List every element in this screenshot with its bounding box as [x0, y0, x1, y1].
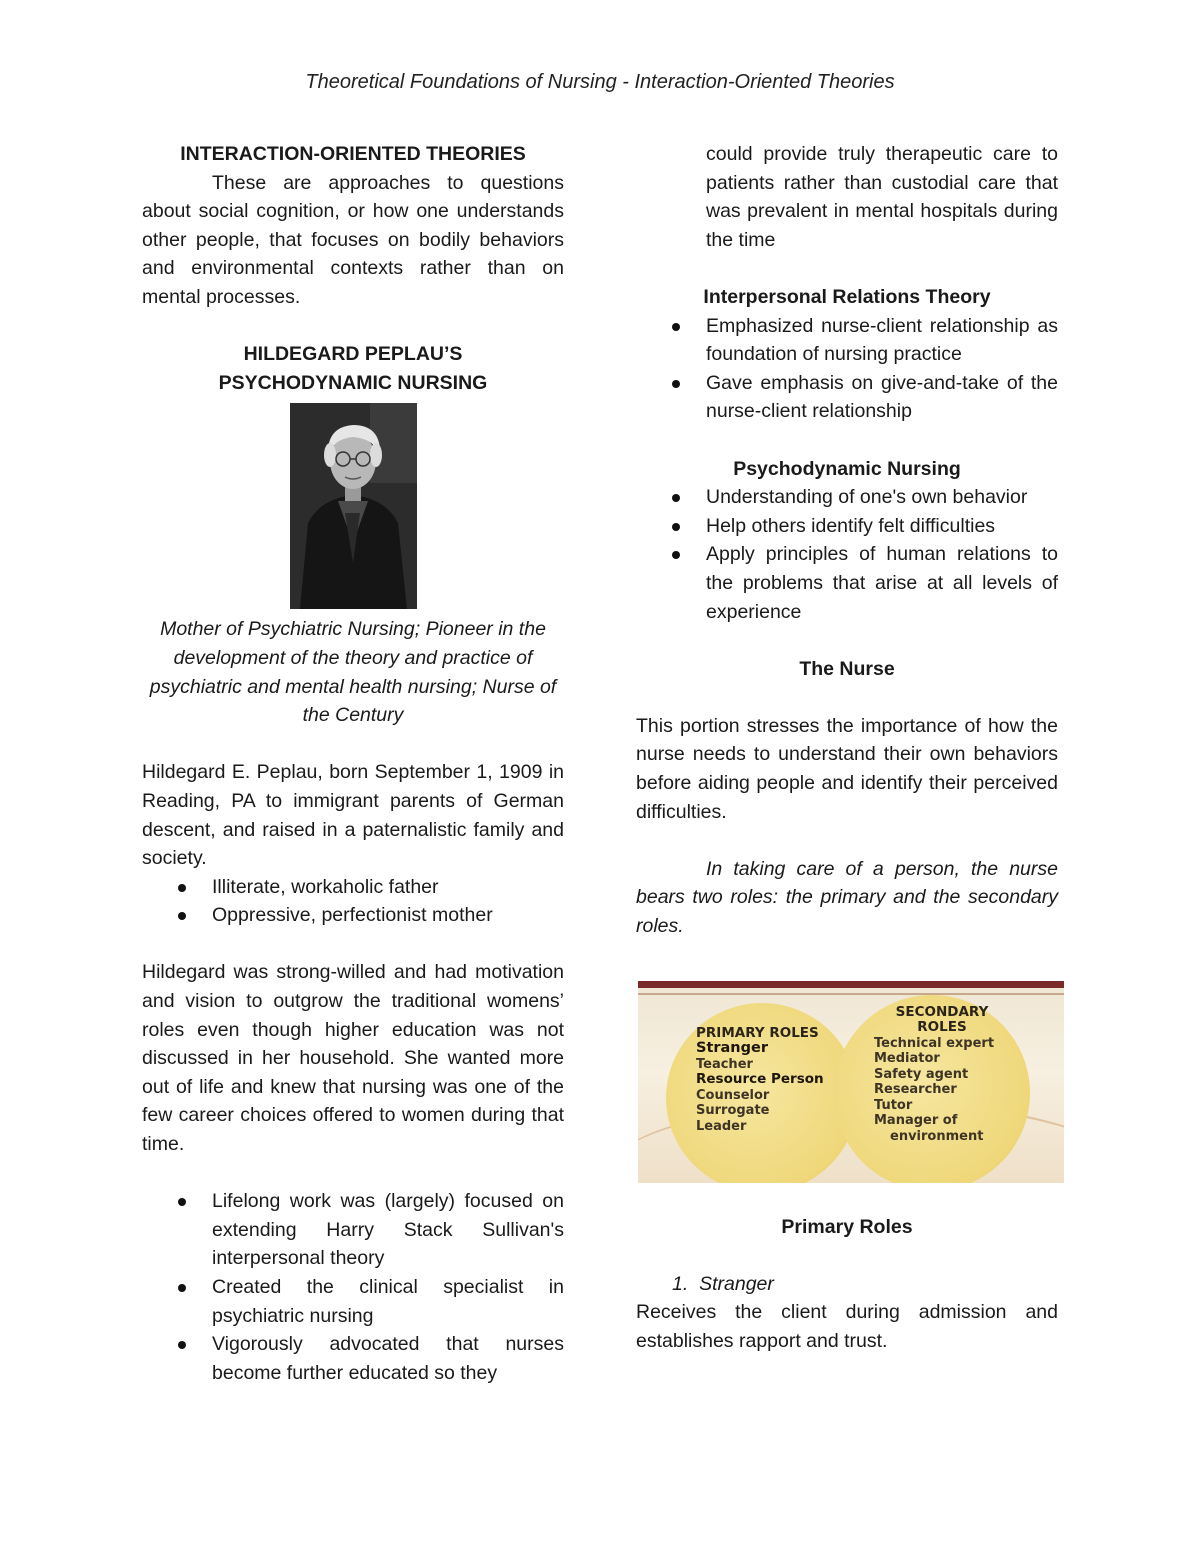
parents-list [142, 873, 564, 930]
primary-role-item: Resource Person [696, 1071, 824, 1088]
primary-roles-text [696, 1026, 824, 1135]
role-1-description: Receives the client during admission and establishes rapport and trust. [636, 1301, 1058, 1352]
list-item: Created the clinical specialist in psychiatric nursing [142, 1273, 564, 1330]
secondary-roles-heading-2: ROLES [917, 1019, 967, 1036]
portrait-caption: Mother of Psychiatric Nursing; Pioneer in the development of the theory and practice of psychiatric and mental health nursing; Nurse of the Century [149, 618, 557, 727]
image-top-bar [638, 981, 1064, 988]
motivation-paragraph: Hildegard was strong-willed and had motivation and vision to outgrow the traditional womens’ roles even though higher education was not discussed in her household. She wanted more out of life and knew that nursing was one of the few career choices offered to women during that time. [142, 961, 564, 1156]
primary-role-item: Leader [696, 1118, 747, 1134]
list-item: Lifelong work was (largely) focused on extending Harry Stack Sullivan's interpersonal theory [142, 1187, 564, 1273]
section-heading: INTERACTION-ORIENTED THEORIES [180, 143, 526, 165]
image-top-line [638, 993, 1064, 995]
works-list [142, 1187, 564, 1387]
secondary-role-item: Safety agent [874, 1066, 969, 1082]
interpersonal-title: Interpersonal Relations Theory [703, 285, 991, 308]
primary-roles-heading: PRIMARY ROLES [696, 1024, 819, 1041]
secondary-role-item: Mediator [874, 1051, 940, 1067]
list-item: Apply principles of human relations to the problems that arise at all levels of experience [636, 540, 1058, 626]
primary-roles-title: Primary Roles [781, 1215, 913, 1238]
continuation-text: could provide truly therapeutic care to patients rather than custodial care that was prevalent in mental hospitals during the time [706, 143, 1058, 251]
secondary-role-item: Manager of [874, 1113, 958, 1129]
list-item: Oppressive, perfectionist mother [142, 901, 564, 930]
secondary-roles-heading-1: SECONDARY [895, 1003, 989, 1020]
left-column [142, 140, 564, 1387]
psychodynamic-list [636, 483, 1058, 626]
primary-role-item: Teacher [696, 1056, 753, 1072]
secondary-role-item: Tutor [874, 1097, 913, 1113]
theory-title-line-1: HILDEGARD PEPLAU’S [243, 343, 463, 366]
page-header: Theoretical Foundations of Nursing - Interaction-Oriented Theories [305, 71, 895, 93]
list-item: Understanding of one's own behavior [636, 483, 1058, 512]
role-1-heading [636, 1270, 1058, 1299]
role-1-number: 1. [672, 1272, 689, 1295]
list-item: Emphasized nurse-client relationship as foundation of nursing practice [636, 312, 1058, 369]
nurse-title: The Nurse [799, 657, 895, 680]
interpersonal-list [636, 312, 1058, 426]
intro-paragraph: These are approaches to questions about social cognition, or how one understands other people, that focuses on bodily behaviors and environmental contexts rather than on mental processes. [142, 171, 564, 308]
roles-intro: In taking care of a person, the nurse bears two roles: the primary and the secondary roles. [636, 857, 1058, 938]
secondary-role-item: environment [890, 1128, 984, 1144]
nurse-paragraph: This portion stresses the importance of how the nurse needs to understand their own behaviors before aiding people and identify their perceived difficulties. [636, 714, 1058, 823]
primary-role-item: Surrogate [696, 1103, 770, 1119]
primary-role-item: Stranger [696, 1040, 768, 1057]
secondary-roles-text [874, 1005, 994, 1145]
primary-role-item: Counselor [696, 1087, 770, 1103]
secondary-role-item: Researcher [874, 1082, 957, 1098]
role-1-name: Stranger [699, 1272, 774, 1295]
bio-paragraph: Hildegard E. Peplau, born September 1, 1909 in Reading, PA to immigrant parents of German descent, and raised in a paternalistic family and society. [142, 761, 564, 870]
psychodynamic-title: Psychodynamic Nursing [733, 457, 961, 480]
right-column [636, 140, 1058, 1356]
peplau-portrait-image [290, 403, 417, 609]
list-item: Help others identify felt difficulties [636, 512, 1058, 541]
list-item: Vigorously advocated that nurses become further educated so they [142, 1330, 564, 1387]
theory-title-line-2: PSYCHODYNAMIC NURSING [218, 371, 488, 394]
list-item: Gave emphasis on give-and-take of the nurse-client relationship [636, 369, 1058, 426]
list-item: Illiterate, workaholic father [142, 873, 564, 902]
roles-diagram-image [638, 981, 1064, 1183]
secondary-role-item: Technical expert [874, 1035, 995, 1051]
